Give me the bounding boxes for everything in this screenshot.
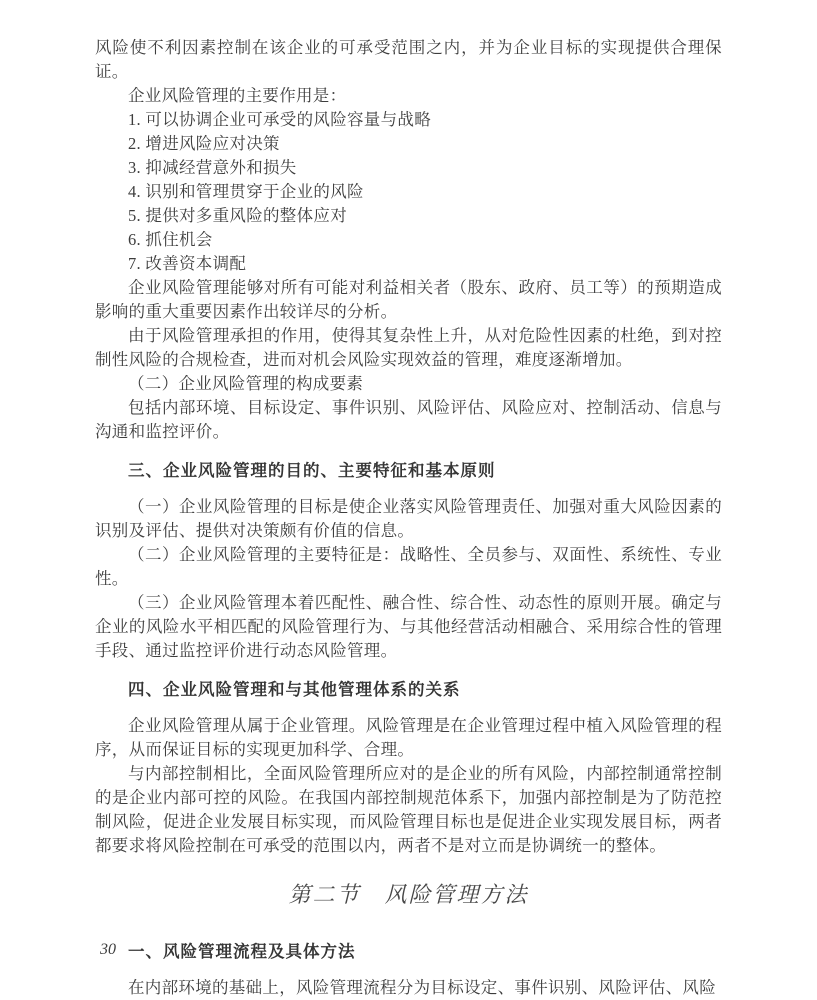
paragraph-internal-control: 与内部控制相比，全面风险管理所应对的是企业的所有风险，内部控制通常控制的是企业内部可控的风险。在我国内部控制规范体系下，加强内部控制是为了防范控制风险，促进企业发展目标实现，而风险管理目标也是促进企业实现发展目标，两者都要求将风险控制在可承受的范围以内，两者不是对立而是协调统一的整体。 bbox=[95, 764, 722, 855]
paragraph-roles-intro: 企业风险管理的主要作用是： bbox=[128, 86, 347, 105]
numbered-list-item-1: 1. 可以协调企业可承受的风险容量与战略 bbox=[128, 110, 431, 129]
paragraph-features: （二）企业风险管理的主要特征是：战略性、全员参与、双面性、系统性、专业性。 bbox=[95, 545, 722, 588]
paragraph-process: 在内部环境的基础上，风险管理流程分为目标设定、事件识别、风险评估、风险 bbox=[128, 978, 716, 997]
paragraph-stakeholders: 企业风险管理能够对所有可能对利益相关者（股东、政府、员工等）的预期造成影响的重大重要因素作出较详尽的分析。 bbox=[95, 278, 722, 321]
numbered-list-item-6: 6. 抓住机会 bbox=[128, 230, 213, 249]
paragraph-elements-label: （二）企业风险管理的构成要素 bbox=[128, 374, 364, 393]
numbered-list-item-2: 2. 增进风险应对决策 bbox=[128, 134, 280, 153]
paragraph-principles: （三）企业风险管理本着匹配性、融合性、综合性、动态性的原则开展。确定与企业的风险水平相匹配的风险管理行为、与其他经营活动相融合、采用综合性的管理手段、通过监控评价进行动态风险管理。 bbox=[95, 593, 722, 660]
numbered-list-item-4: 4. 识别和管理贯穿于企业的风险 bbox=[128, 182, 364, 201]
numbered-list-item-7: 7. 改善资本调配 bbox=[128, 254, 247, 273]
heading-method-one: 一、风险管理流程及具体方法 bbox=[128, 943, 356, 961]
numbered-list-item-3: 3. 抑减经营意外和损失 bbox=[128, 158, 297, 177]
heading-section-four: 四、企业风险管理和与其他管理体系的关系 bbox=[128, 681, 461, 699]
heading-section-three: 三、企业风险管理的目的、主要特征和基本原则 bbox=[128, 462, 496, 480]
paragraph-subordinate: 企业风险管理从属于企业管理。风险管理是在企业管理过程中植入风险管理的程序，从而保证目标的实现更加科学、合理。 bbox=[95, 716, 722, 759]
chapter-section-title: 第二节 风险管理方法 bbox=[288, 882, 529, 907]
paragraph-elements: 包括内部环境、目标设定、事件识别、风险评估、风险应对、控制活动、信息与沟通和监控评价。 bbox=[95, 398, 722, 441]
paragraph-goal: （一）企业风险管理的目标是使企业落实风险管理责任、加强对重大风险因素的识别及评估、提供对决策颇有价值的信息。 bbox=[95, 497, 722, 540]
paragraph-continuation: 风险使不利因素控制在该企业的可承受范围之内，并为企业目标的实现提供合理保证。 bbox=[95, 38, 722, 81]
paragraph-complexity: 由于风险管理承担的作用，使得其复杂性上升，从对危险性因素的杜绝，到对控制性风险的合规检查，进而对机会风险实现效益的管理，难度逐渐增加。 bbox=[95, 326, 722, 369]
numbered-list-item-5: 5. 提供对多重风险的整体应对 bbox=[128, 206, 347, 225]
page-number: 30 bbox=[100, 941, 116, 958]
